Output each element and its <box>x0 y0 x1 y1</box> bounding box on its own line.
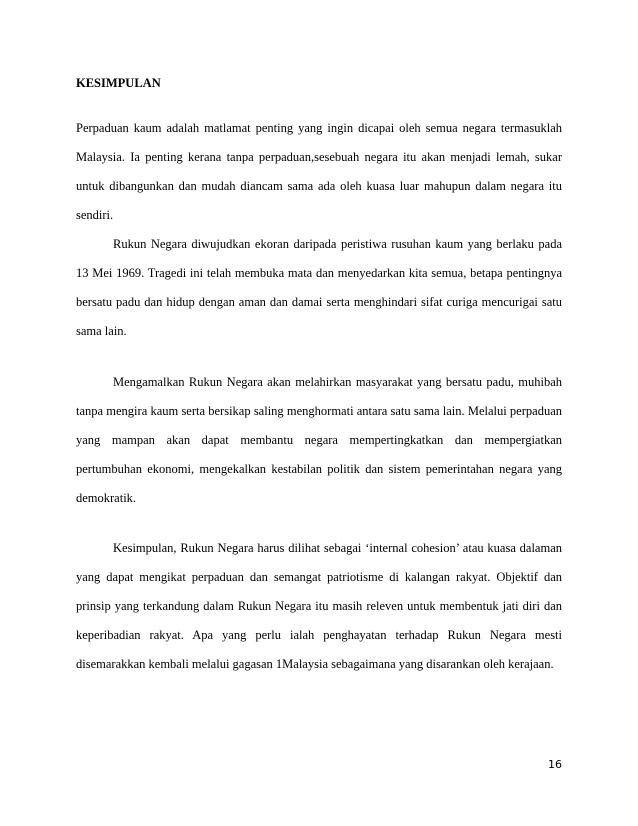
paragraph-4: Kesimpulan, Rukun Negara harus dilihat sebagai ‘internal cohesion’ atau kuasa dalaman yang dapat mengikat perpaduan dan semangat patriotisme di kalangan rakyat. Objektif dan prinsip yang terkandung dalam Rukun Negara itu masih releven untuk membentuk jati diri dan keperibadian rakyat. Apa yang perlu ialah penghayatan terhadap Rukun Negara mesti disemarakkan kembali melalui gagasan 1Malaysia sebagaimana yang disarankan oleh kerajaan. <box>76 541 562 671</box>
paragraph-2: Rukun Negara diwujudkan ekoran daripada peristiwa rusuhan kaum yang berlaku pada 13 Mei 1969. Tragedi ini telah membuka mata dan menyedarkan kita semua, betapa pentingnya bersatu padu dan hidup dengan aman dan damai serta menghindari sifat curiga mencurigai satu sama lain. <box>76 237 562 338</box>
paragraph-3: Mengamalkan Rukun Negara akan melahirkan masyarakat yang bersatu padu, muhibah tanpa mengira kaum serta bersikap saling menghormati antara satu sama lain. Melalui perpaduan yang mampan akan dapat membantu negara mempertingkatkan dan mempergiatkan pertumbuhan ekonomi, mengekalkan kestabilan politik dan sistem pemerintahan negara yang demokratik. <box>76 375 562 505</box>
page-number: 16 <box>548 758 562 771</box>
section-heading: KESIMPULAN <box>76 76 161 90</box>
paragraph-1: Perpaduan kaum adalah matlamat penting yang ingin dicapai oleh semua negara termasuklah Malaysia. Ia penting kerana tanpa perpaduan,sesebuah negara itu akan menjadi lemah, sukar untuk dibangunkan dan mudah diancam sama ada oleh kuasa luar mahupun dalam negara itu sendiri. <box>76 121 562 222</box>
